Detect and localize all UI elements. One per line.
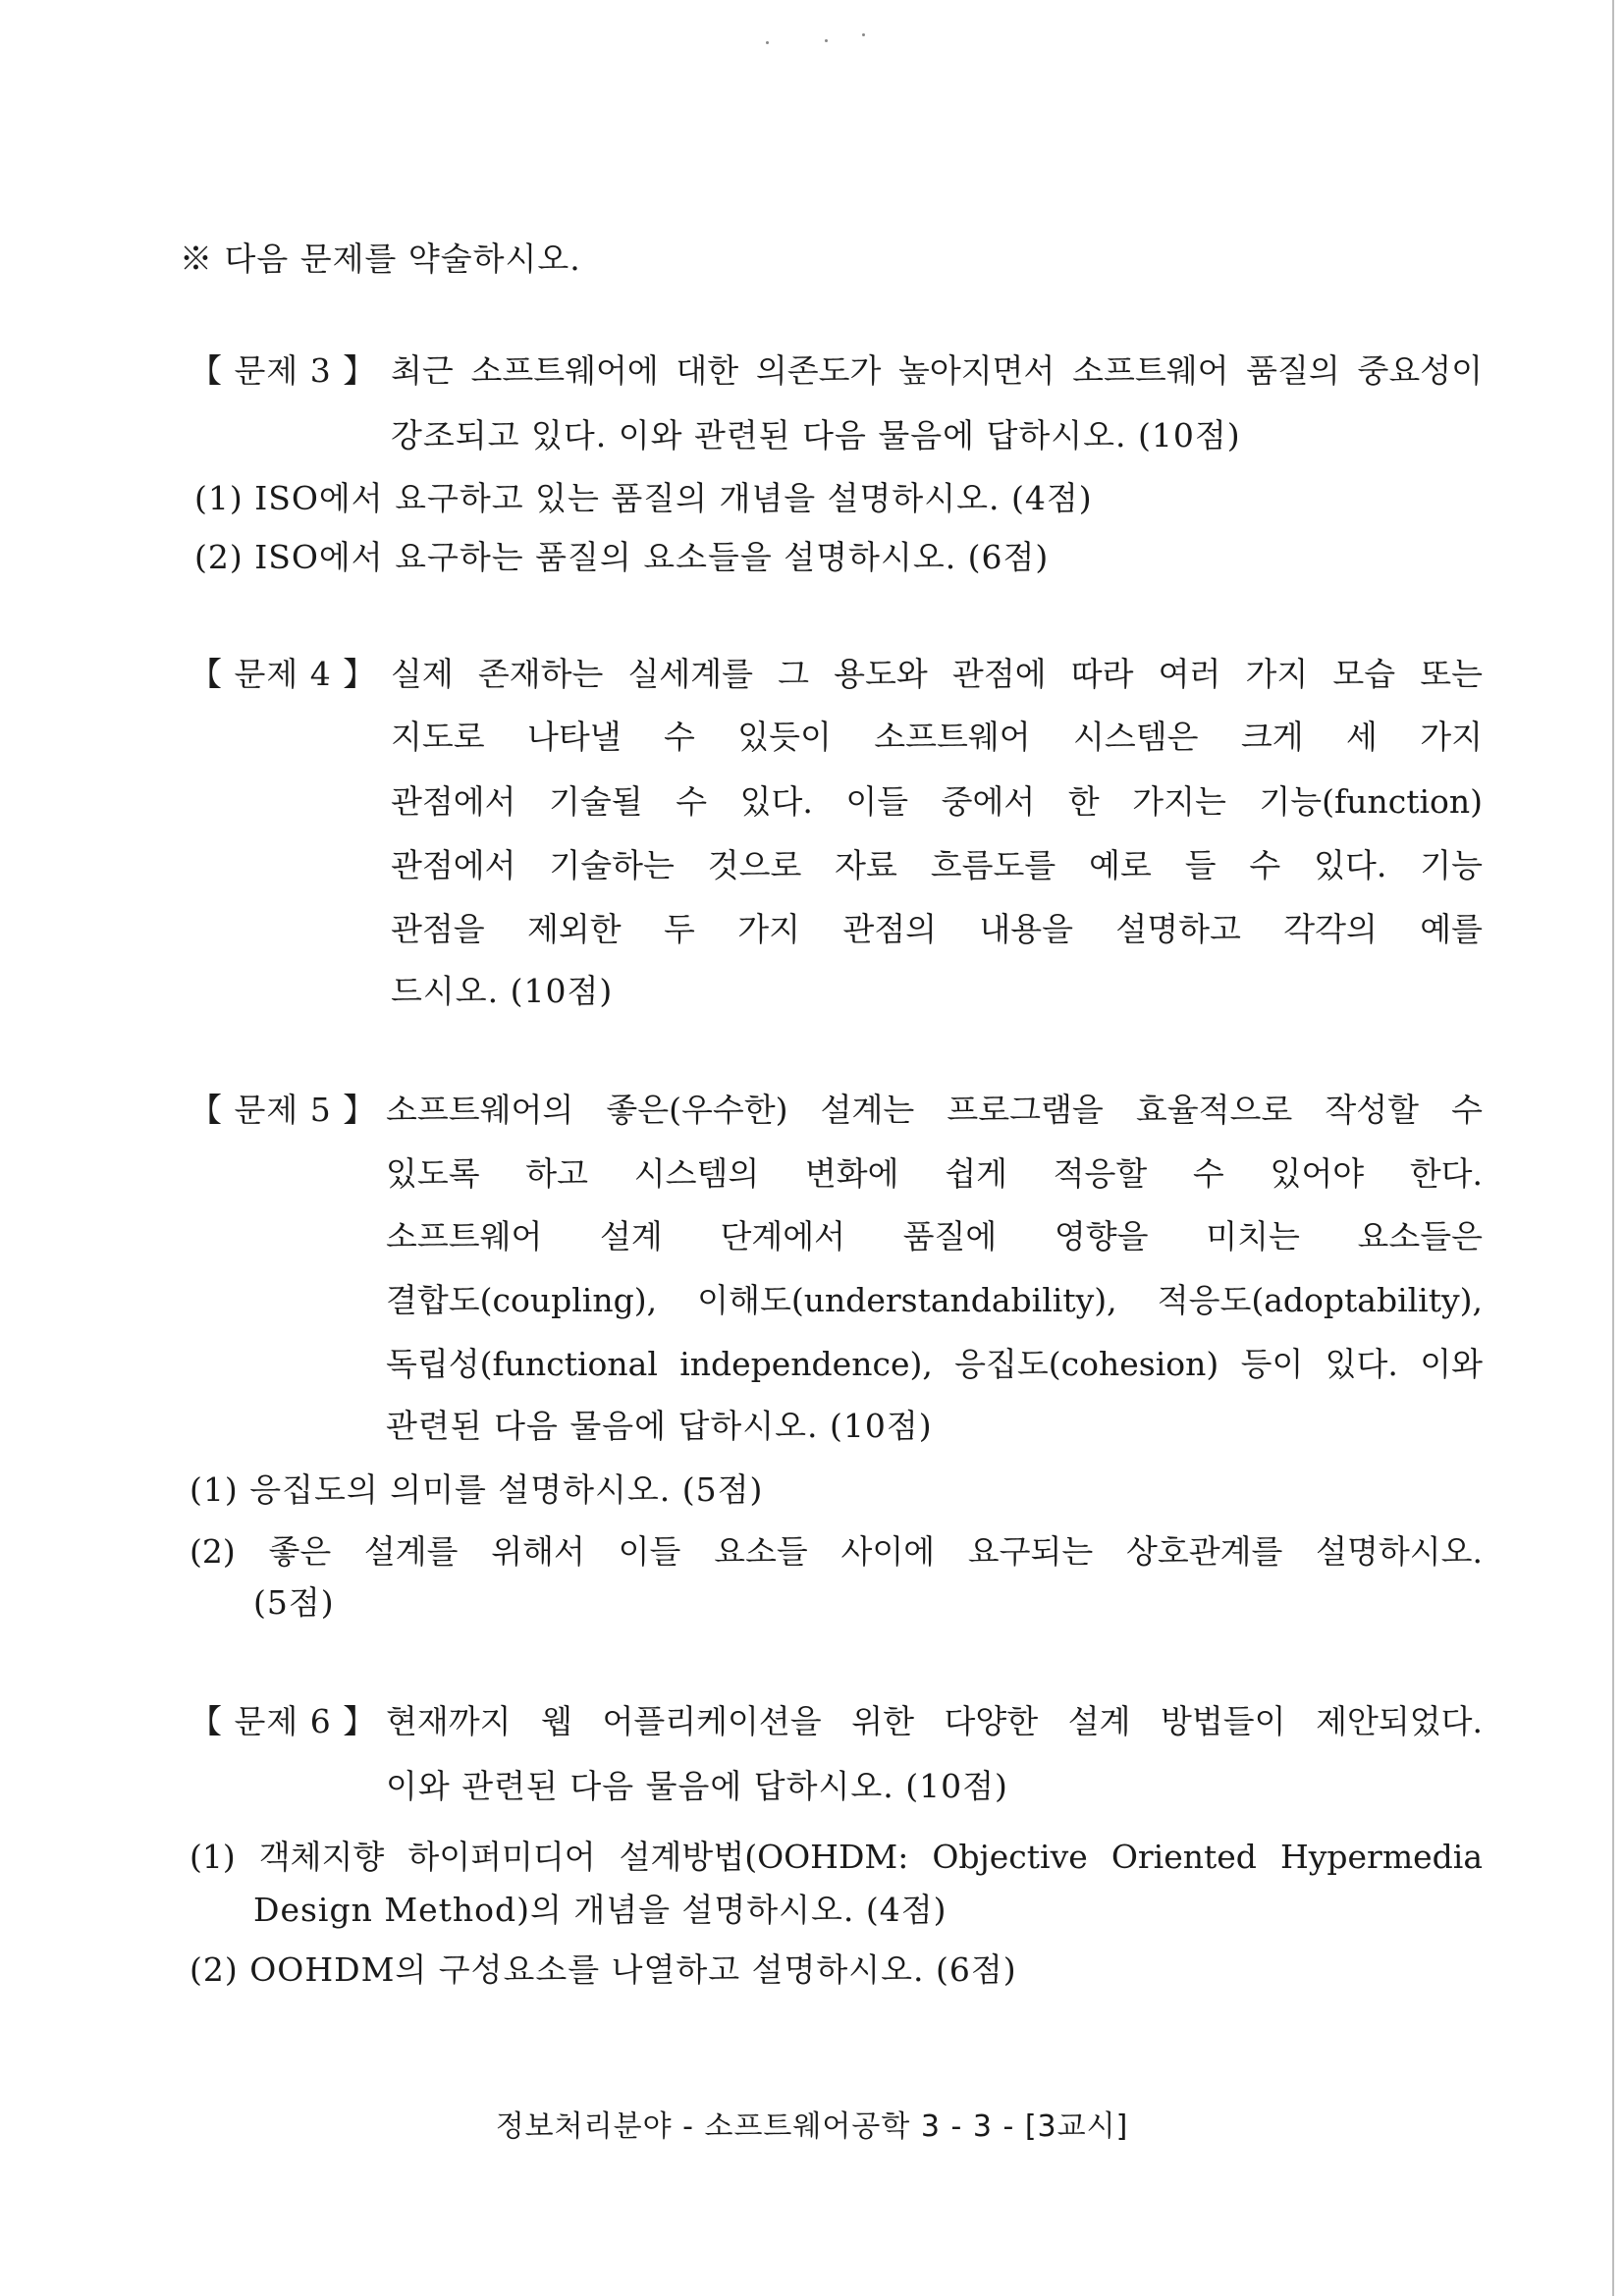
question-5-line-3: 소프트웨어 설계 단계에서 품질에 영향을 미치는 요소들은 [386, 1217, 1483, 1255]
question-6-sub-2: (2) OOHDM의 구성요소를 나열하고 설명하시오. (6점) [189, 1950, 1017, 1989]
question-6-label: 【 문제 6 】 [189, 1702, 377, 1740]
question-6-sub-1-cont: Design Method)의 개념을 설명하시오. (4점) [253, 1891, 947, 1929]
question-6-line-2: 이와 관련된 다음 물음에 답하시오. (10점) [386, 1767, 1008, 1805]
question-5-sub-2-cont: (5점) [253, 1583, 335, 1622]
question-4-line-2: 지도로 나타낼 수 있듯이 소프트웨어 시스템은 크게 세 가지 [391, 718, 1483, 756]
question-4-line-5: 관점을 제외한 두 가지 관점의 내용을 설명하고 각각의 예를 [391, 910, 1483, 948]
instruction-heading: ※ 다음 문제를 약술하시오. [180, 240, 581, 278]
page-footer: 정보처리분야 - 소프트웨어공학 3 - 3 - [3교시] [495, 2109, 1129, 2144]
question-3-sub-1: (1) ISO에서 요구하고 있는 품질의 개념을 설명하시오. (4점) [194, 479, 1093, 517]
question-5-label: 【 문제 5 】 [189, 1091, 377, 1129]
question-4-line-4: 관점에서 기술하는 것으로 자료 흐름도를 예로 들 수 있다. 기능 [391, 846, 1483, 884]
question-3-label: 【 문제 3 】 [189, 351, 377, 390]
page-edge-line [1612, 0, 1614, 2296]
question-4-line-3: 관점에서 기술될 수 있다. 이들 중에서 한 가지는 기능(function) [391, 782, 1483, 821]
question-3-line-2: 강조되고 있다. 이와 관련된 다음 물음에 답하시오. (10점) [391, 416, 1241, 454]
question-4-line-1: 실제 존재하는 실세계를 그 용도와 관점에 따라 여러 가지 모습 또는 [391, 655, 1483, 693]
question-5-line-4: 결합도(coupling), 이해도(understandability), 적응도(adoptability), [386, 1281, 1483, 1319]
question-5-line-6: 관련된 다음 물음에 답하시오. (10점) [386, 1407, 933, 1445]
question-6-line-1: 현재까지 웹 어플리케이션을 위한 다양한 설계 방법들이 제안되었다. [386, 1702, 1483, 1740]
scan-artifact [766, 29, 884, 49]
question-4-label: 【 문제 4 】 [189, 655, 377, 693]
question-5-line-2: 있도록 하고 시스템의 변화에 쉽게 적응할 수 있어야 한다. [386, 1154, 1483, 1193]
question-3-line-1: 최근 소프트웨어에 대한 의존도가 높아지면서 소프트웨어 품질의 중요성이 [391, 351, 1483, 390]
question-5-line-1: 소프트웨어의 좋은(우수한) 설계는 프로그램을 효율적으로 작성할 수 [386, 1091, 1483, 1129]
question-5-line-5: 독립성(functional independence), 응집도(cohesion) 등이 있다. 이와 [386, 1345, 1483, 1383]
question-4-line-6: 드시오. (10점) [391, 972, 614, 1010]
question-5-sub-1: (1) 응집도의 의미를 설명하시오. (5점) [189, 1470, 764, 1509]
question-3-sub-2: (2) ISO에서 요구하는 품질의 요소들을 설명하시오. (6점) [194, 538, 1050, 576]
question-6-sub-1: (1) 객체지향 하이퍼미디어 설계방법(OOHDM: Objective Oriented Hypermedia [189, 1838, 1483, 1876]
question-5-sub-2: (2) 좋은 설계를 위해서 이들 요소들 사이에 요구되는 상호관계를 설명하시오. [189, 1532, 1483, 1571]
